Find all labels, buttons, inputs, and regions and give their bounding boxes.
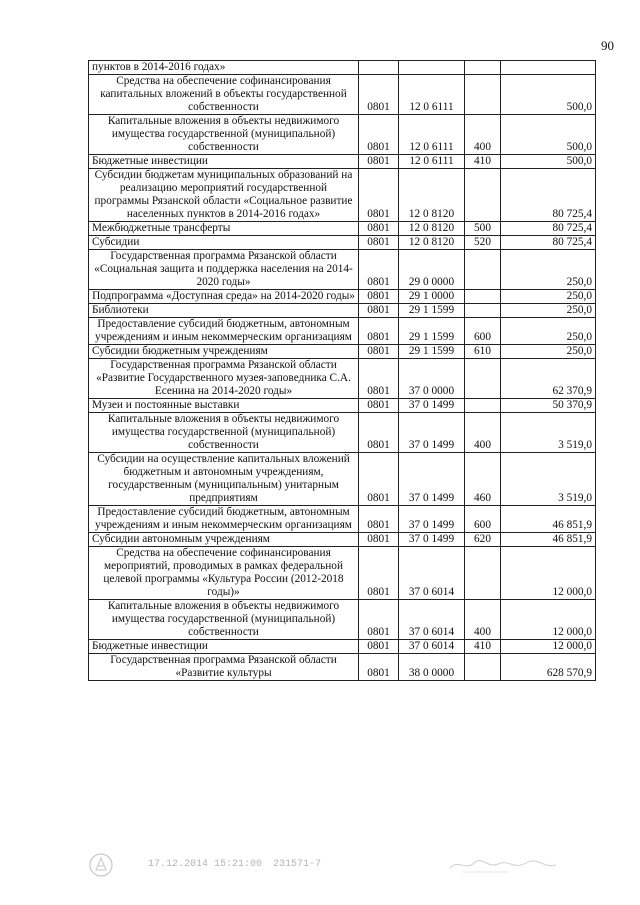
row-amount: 250,0 xyxy=(501,290,596,304)
row-expense-type: 600 xyxy=(465,506,501,533)
row-amount: 12 000,0 xyxy=(501,640,596,654)
row-expense-type xyxy=(465,359,501,399)
row-amount: 12 000,0 xyxy=(501,547,596,600)
table-row xyxy=(89,155,596,169)
row-amount: 500,0 xyxy=(501,115,596,155)
row-section-code: 0801 xyxy=(359,155,399,169)
row-section-code: 0801 xyxy=(359,654,399,681)
row-section-code: 0801 xyxy=(359,413,399,453)
row-amount: 46 851,9 xyxy=(501,506,596,533)
row-amount: 250,0 xyxy=(501,304,596,318)
row-program-code: 29 1 0000 xyxy=(399,290,465,304)
row-description: Капитальные вложения в объекты недвижимого имущества государственной (муниципальной) собственности xyxy=(89,115,359,155)
row-section-code: 0801 xyxy=(359,359,399,399)
row-section-code: 0801 xyxy=(359,169,399,222)
footer-stamp xyxy=(88,852,568,878)
table-row xyxy=(89,75,596,115)
table-row xyxy=(89,318,596,345)
row-expense-type: 610 xyxy=(465,345,501,359)
row-section-code: 0801 xyxy=(359,453,399,506)
row-expense-type: 400 xyxy=(465,600,501,640)
row-section-code: 0801 xyxy=(359,75,399,115)
row-expense-type xyxy=(465,290,501,304)
row-amount xyxy=(501,61,596,75)
row-section-code: 0801 xyxy=(359,304,399,318)
row-description: Бюджетные инвестиции xyxy=(89,640,359,654)
footer-timestamp: 17.12.2014 15:21:00 xyxy=(148,859,263,870)
row-amount: 50 370,9 xyxy=(501,399,596,413)
row-amount: 500,0 xyxy=(501,75,596,115)
table-row xyxy=(89,413,596,453)
row-expense-type: 520 xyxy=(465,236,501,250)
row-section-code xyxy=(359,61,399,75)
row-description: Субсидии на осуществление капитальных вложений бюджетным и автономным учреждениям, государственным (муниципальным) унитарным предприятиям xyxy=(89,453,359,506)
row-amount: 500,0 xyxy=(501,155,596,169)
row-expense-type: 410 xyxy=(465,155,501,169)
table-row xyxy=(89,169,596,222)
row-program-code: 37 0 6014 xyxy=(399,640,465,654)
page-number: 90 xyxy=(601,38,614,53)
row-description: Подпрограмма «Доступная среда» на 2014-2020 годы» xyxy=(89,290,359,304)
table-row xyxy=(89,345,596,359)
row-program-code: 12 0 8120 xyxy=(399,222,465,236)
row-section-code: 0801 xyxy=(359,640,399,654)
row-amount: 62 370,9 xyxy=(501,359,596,399)
row-description: Субсидии автономным учреждениям xyxy=(89,533,359,547)
row-section-code: 0801 xyxy=(359,115,399,155)
row-section-code: 0801 xyxy=(359,318,399,345)
row-description: Библиотеки xyxy=(89,304,359,318)
row-section-code: 0801 xyxy=(359,250,399,290)
row-description: Предоставление субсидий бюджетным, автономным учреждениям и иным некоммерческим организациям xyxy=(89,506,359,533)
row-amount: 3 519,0 xyxy=(501,453,596,506)
row-section-code: 0801 xyxy=(359,236,399,250)
row-expense-type: 460 xyxy=(465,453,501,506)
row-program-code: 29 1 1599 xyxy=(399,318,465,345)
row-program-code: 37 0 1499 xyxy=(399,399,465,413)
table-row xyxy=(89,399,596,413)
table-row xyxy=(89,222,596,236)
row-expense-type xyxy=(465,250,501,290)
row-program-code: 38 0 0000 xyxy=(399,654,465,681)
row-expense-type xyxy=(465,399,501,413)
row-description: Субсидии xyxy=(89,236,359,250)
table-row xyxy=(89,600,596,640)
row-description: пунктов в 2014-2016 годах» xyxy=(89,61,359,75)
row-amount: 80 725,4 xyxy=(501,236,596,250)
row-description: Капитальные вложения в объекты недвижимого имущества государственной (муниципальной) собственности xyxy=(89,413,359,453)
row-amount: 250,0 xyxy=(501,318,596,345)
row-expense-type xyxy=(465,75,501,115)
row-expense-type xyxy=(465,169,501,222)
budget-table xyxy=(88,60,596,681)
row-program-code xyxy=(399,61,465,75)
row-description: Государственная программа Рязанской области «Социальная защита и поддержка населения на 2014-2020 годы» xyxy=(89,250,359,290)
table-row xyxy=(89,236,596,250)
table-row xyxy=(89,304,596,318)
row-section-code: 0801 xyxy=(359,399,399,413)
table-row xyxy=(89,290,596,304)
row-expense-type: 410 xyxy=(465,640,501,654)
table-row xyxy=(89,250,596,290)
table-row xyxy=(89,115,596,155)
row-expense-type: 620 xyxy=(465,533,501,547)
row-program-code: 37 0 1499 xyxy=(399,533,465,547)
signature-mark xyxy=(448,855,558,875)
footer-document-id: 231571-7 xyxy=(273,859,322,870)
row-expense-type xyxy=(465,304,501,318)
table-row xyxy=(89,654,596,681)
row-description: Средства на обеспечение софинансирования капитальных вложений в объекты государственной собственности xyxy=(89,75,359,115)
row-program-code: 12 0 8120 xyxy=(399,236,465,250)
row-section-code: 0801 xyxy=(359,533,399,547)
row-program-code: 37 0 6014 xyxy=(399,547,465,600)
table-row xyxy=(89,640,596,654)
row-section-code: 0801 xyxy=(359,290,399,304)
row-program-code: 37 0 1499 xyxy=(399,506,465,533)
row-description: Средства на обеспечение софинансирования мероприятий, проводимых в рамках федеральной целевой программы «Культура России (2012-2018 годы)» xyxy=(89,547,359,600)
row-program-code: 12 0 6111 xyxy=(399,75,465,115)
row-expense-type xyxy=(465,547,501,600)
row-description: Государственная программа Рязанской области «Развитие культуры xyxy=(89,654,359,681)
table-row xyxy=(89,547,596,600)
row-section-code: 0801 xyxy=(359,600,399,640)
row-expense-type: 400 xyxy=(465,413,501,453)
row-program-code: 37 0 0000 xyxy=(399,359,465,399)
row-description: Бюджетные инвестиции xyxy=(89,155,359,169)
row-program-code: 12 0 6111 xyxy=(399,115,465,155)
table-row xyxy=(89,533,596,547)
table-row xyxy=(89,506,596,533)
row-description: Межбюджетные трансферты xyxy=(89,222,359,236)
row-description: Государственная программа Рязанской области «Развитие Государственного музея-заповедника С.А. Есенина на 2014-2020 годы» xyxy=(89,359,359,399)
row-description: Субсидии бюджетным учреждениям xyxy=(89,345,359,359)
row-amount: 3 519,0 xyxy=(501,413,596,453)
row-program-code: 12 0 6111 xyxy=(399,155,465,169)
row-description: Предоставление субсидий бюджетным, автономным учреждениям и иным некоммерческим организациям xyxy=(89,318,359,345)
row-amount: 80 725,4 xyxy=(501,169,596,222)
row-program-code: 37 0 6014 xyxy=(399,600,465,640)
budget-table-body xyxy=(89,61,596,681)
row-section-code: 0801 xyxy=(359,547,399,600)
row-amount: 250,0 xyxy=(501,345,596,359)
table-row xyxy=(89,359,596,399)
row-program-code: 29 0 0000 xyxy=(399,250,465,290)
row-amount: 12 000,0 xyxy=(501,600,596,640)
row-program-code: 37 0 1499 xyxy=(399,453,465,506)
row-amount: 628 570,9 xyxy=(501,654,596,681)
row-program-code: 29 1 1599 xyxy=(399,345,465,359)
table-row xyxy=(89,453,596,506)
row-description: Музеи и постоянные выставки xyxy=(89,399,359,413)
row-expense-type xyxy=(465,654,501,681)
row-program-code: 12 0 8120 xyxy=(399,169,465,222)
emblem-icon xyxy=(88,852,114,878)
row-program-code: 37 0 1499 xyxy=(399,413,465,453)
row-description: Капитальные вложения в объекты недвижимого имущества государственной (муниципальной) собственности xyxy=(89,600,359,640)
row-amount: 250,0 xyxy=(501,250,596,290)
row-expense-type xyxy=(465,61,501,75)
row-expense-type: 400 xyxy=(465,115,501,155)
row-expense-type: 500 xyxy=(465,222,501,236)
row-section-code: 0801 xyxy=(359,506,399,533)
row-section-code: 0801 xyxy=(359,345,399,359)
row-expense-type: 600 xyxy=(465,318,501,345)
row-program-code: 29 1 1599 xyxy=(399,304,465,318)
row-amount: 46 851,9 xyxy=(501,533,596,547)
row-description: Субсидии бюджетам муниципальных образований на реализацию мероприятий государственной программы Рязанской области «Социальное развитие населенных пунктов в 2014-2016 годах» xyxy=(89,169,359,222)
row-amount: 80 725,4 xyxy=(501,222,596,236)
table-row xyxy=(89,61,596,75)
row-section-code: 0801 xyxy=(359,222,399,236)
